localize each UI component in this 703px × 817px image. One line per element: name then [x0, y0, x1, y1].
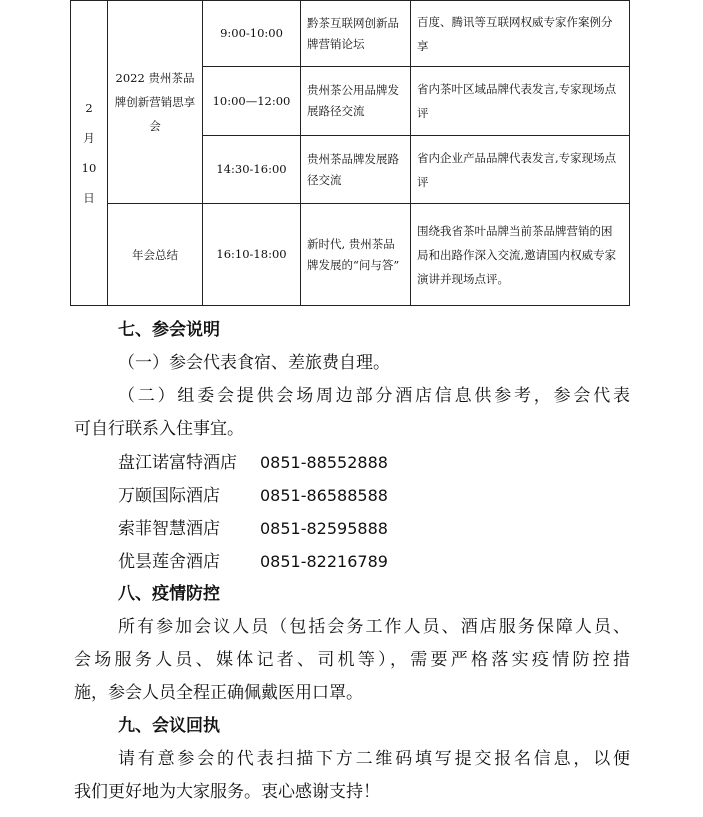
hotel-entry	[74, 545, 630, 578]
content-cell: 省内茶叶区域品牌代表发言,专家现场点评	[411, 67, 630, 136]
time-cell: 9:00-10:00	[203, 1, 301, 67]
hotel-entry	[74, 479, 630, 512]
hotel-entry	[74, 446, 630, 479]
hotel-name: 盘江诺富特酒店	[118, 453, 237, 473]
date-char: 日	[83, 191, 95, 205]
topic-cell: 贵州茶公用品牌发展路径交流	[301, 67, 411, 136]
section-heading: 七、参会说明	[118, 320, 220, 340]
section-heading: 九、会议回执	[118, 716, 220, 736]
topic-cell: 黔茶互联网创新品牌营销论坛	[301, 1, 411, 67]
paragraph-line: （一）参会代表食宿、差旅费自理。	[118, 353, 390, 373]
time-cell: 14:30-16:00	[203, 136, 301, 204]
paragraph-line: 我们更好地为大家服务。衷心感谢支持！	[74, 782, 380, 802]
time-cell: 10:00—12:00	[203, 67, 301, 136]
session-cell: 2022 贵州茶品牌创新营销思享会	[108, 1, 203, 204]
hotel-name: 索菲智慧酒店	[118, 519, 220, 539]
content-cell: 百度、腾讯等互联网权威专家作案例分享	[411, 1, 630, 67]
hotel-entry	[74, 512, 630, 545]
topic-cell: 新时代, 贵州茶品牌发展的“问与答”	[301, 204, 411, 306]
paragraph-line: 施，参会人员全程正确佩戴医用口罩。	[74, 683, 363, 703]
document-body	[74, 314, 630, 809]
hotel-name: 优昙莲舍酒店	[118, 552, 220, 572]
date-cell	[71, 1, 108, 306]
hotel-phone: 0851-82595888	[260, 519, 388, 538]
date-char: 10	[81, 161, 97, 175]
hotel-phone: 0851-82216789	[260, 552, 388, 571]
time-cell: 16:10-18:00	[203, 204, 301, 306]
paragraph-line: 可自行联系入住事宜。	[74, 419, 244, 439]
schedule-table	[70, 0, 630, 306]
paragraph-line: 所有参加会议人员（包括会务工作人员、酒店服务保障人员、	[118, 617, 630, 637]
date-char: 月	[83, 131, 95, 145]
paragraph-line: （二）组委会提供会场周边部分酒店信息供参考，参会代表	[118, 386, 630, 406]
table-row	[71, 204, 630, 306]
paragraph-line: 会场服务人员、媒体记者、司机等），需要严格落实疫情防控措	[74, 650, 630, 670]
paragraph-line: 请有意参会的代表扫描下方二维码填写提交报名信息，以便	[118, 749, 630, 769]
date-char: 2	[85, 101, 93, 115]
section-heading: 八、疫情防控	[118, 584, 220, 604]
content-cell: 围绕我省茶叶品牌当前茶品牌营销的困局和出路作深入交流,邀请国内权威专家演讲并现场点评。	[411, 204, 630, 306]
hotel-phone: 0851-86588588	[260, 486, 388, 505]
session-cell: 年会总结	[108, 204, 203, 306]
hotel-name: 万颐国际酒店	[118, 486, 220, 506]
content-cell: 省内企业产品品牌代表发言,专家现场点评	[411, 136, 630, 204]
hotel-phone: 0851-88552888	[260, 453, 388, 472]
table-row	[71, 1, 630, 67]
topic-cell: 贵州茶品牌发展路径交流	[301, 136, 411, 204]
